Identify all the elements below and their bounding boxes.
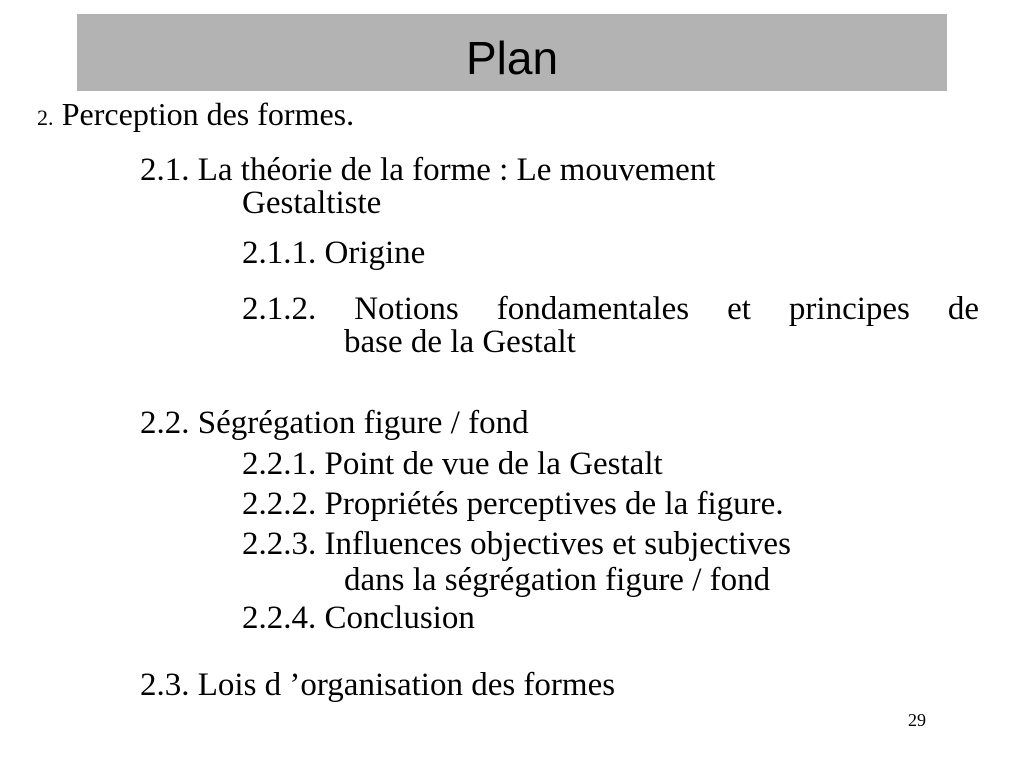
item-2-1-2-word: de <box>947 291 979 327</box>
item-2-2-3-line2: dans la ségrégation figure / fond <box>344 562 771 598</box>
item-2-1-2-line2: base de la Gestalt <box>344 324 576 360</box>
item-2-1-line2: Gestaltiste <box>242 185 382 221</box>
item-2-2-3-line1: 2.2.3. Influences objectives et subjectives <box>242 526 791 562</box>
section-number: 2. <box>37 105 54 130</box>
item-2-2: 2.2. Ségrégation figure / fond <box>140 405 529 441</box>
section-heading <box>37 98 354 134</box>
item-2-1-2-line1 <box>242 293 979 326</box>
slide-title: Plan <box>465 32 559 84</box>
item-2-1-2-word: et <box>727 291 751 327</box>
item-2-1-2-word: fondamentales <box>496 291 690 327</box>
item-2-2-4: 2.2.4. Conclusion <box>242 600 475 636</box>
item-2-3: 2.3. Lois d ’organisation des formes <box>140 667 616 703</box>
slide-number: 29 <box>908 710 926 730</box>
item-2-1-line1: 2.1. La théorie de la forme : Le mouvement <box>140 152 716 188</box>
section-label: Perception des formes. <box>61 96 355 132</box>
item-2-1-2-word: 2.1.2. <box>242 291 317 327</box>
item-2-1-2-word: Notions <box>354 291 459 327</box>
title-bar <box>77 14 947 91</box>
item-2-2-2: 2.2.2. Propriétés perceptives de la figure. <box>242 486 784 522</box>
item-2-2-1: 2.2.1. Point de vue de la Gestalt <box>242 446 663 482</box>
item-2-1-2-word: principes <box>788 291 910 327</box>
item-2-1-1: 2.1.1. Origine <box>242 235 426 271</box>
